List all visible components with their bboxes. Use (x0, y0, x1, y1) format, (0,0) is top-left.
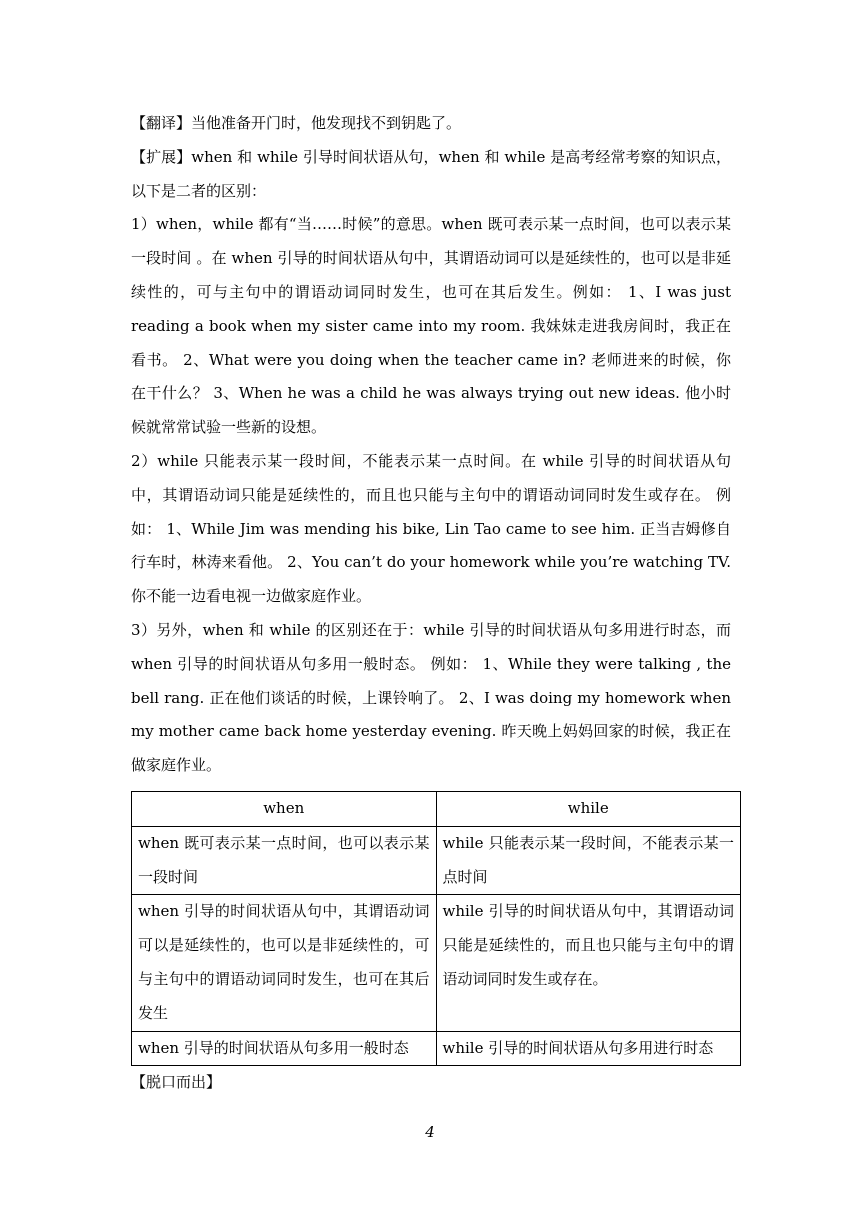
header-when: when (132, 791, 437, 826)
table-row (132, 826, 741, 895)
comparison-table (131, 791, 741, 1066)
point-3-paragraph: 3）另外，when 和 while 的区别还在于：while 引导的时间状语从句多用进行时态，而 when 引导的时间状语从句多用一般时态。 例如： 1、While they were talking , the bell rang. 正在他们谈话的时候，上课铃响了。 2、I was doing my homework when my mother came back home yesterday evening. 昨天晚上妈妈回家的时候，我正在做家庭作业。 (131, 620, 731, 775)
table-cell: while 只能表示某一段时间，不能表示某一点时间 (436, 826, 741, 895)
header-while: while (436, 791, 741, 826)
page-number: 4 (425, 1123, 435, 1141)
table-row (132, 895, 741, 1031)
table-cell: while 引导的时间状语从句中，其谓语动词只能是延续性的，而且也只能与主句中的谓语动词同时发生或存在。 (436, 895, 741, 1031)
table-cell: while 引导的时间状语从句多用进行时态 (436, 1031, 741, 1066)
page-content (131, 107, 734, 1100)
table-cell: when 引导的时间状语从句中，其谓语动词可以是延续性的，也可以是非延续性的，可与主句中的谓语动词同时发生，也可在其后发生 (132, 895, 437, 1031)
table-header-row (132, 791, 741, 826)
point-2-paragraph: 2）while 只能表示某一段时间，不能表示某一点时间。在 while 引导的时间状语从句中，其谓语动词只能是延续性的，而且也只能与主句中的谓语动词同时发生或存在。 例如： 1、While Jim was mending his bike, Lin Tao came to see him. 正当吉姆修自行车时，林涛来看他。 2、You can’t do your homework while you’re watching TV. 你不能一边看电视一边做家庭作业。 (131, 451, 731, 606)
table-row (132, 1031, 741, 1066)
table-cell: when 引导的时间状语从句多用一般时态 (132, 1031, 437, 1066)
translation-paragraph: 【翻译】当他准备开门时，他发现找不到钥匙了。 (131, 114, 462, 132)
point-1-paragraph: 1）when，while 都有“当……时候”的意思。when 既可表示某一点时间，也可以表示某一段时间 。在 when 引导的时间状语从句中，其谓语动词可以是延续性的，也可以是非延续性的，可与主句中的谓语动词同时发生，也可在其后发生。例如： 1、I was just reading a book when my sister came into my room. 我妹妹走进我房间时，我正在看书。 2、What were you doing when the teacher came in? 老师进来的时候，你在干什么？ 3、When he was a child he was always trying out new ideas. 他小时候就常常试验一些新的设想。 (131, 215, 731, 437)
extension-paragraph: 【扩展】when 和 while 引导时间状语从句，when 和 while 是高考经常考察的知识点，以下是二者的区别： (131, 147, 731, 200)
speak-out-heading: 【脱口而出】 (131, 1073, 222, 1092)
table-cell: when 既可表示某一点时间，也可以表示某一段时间 (132, 826, 437, 895)
